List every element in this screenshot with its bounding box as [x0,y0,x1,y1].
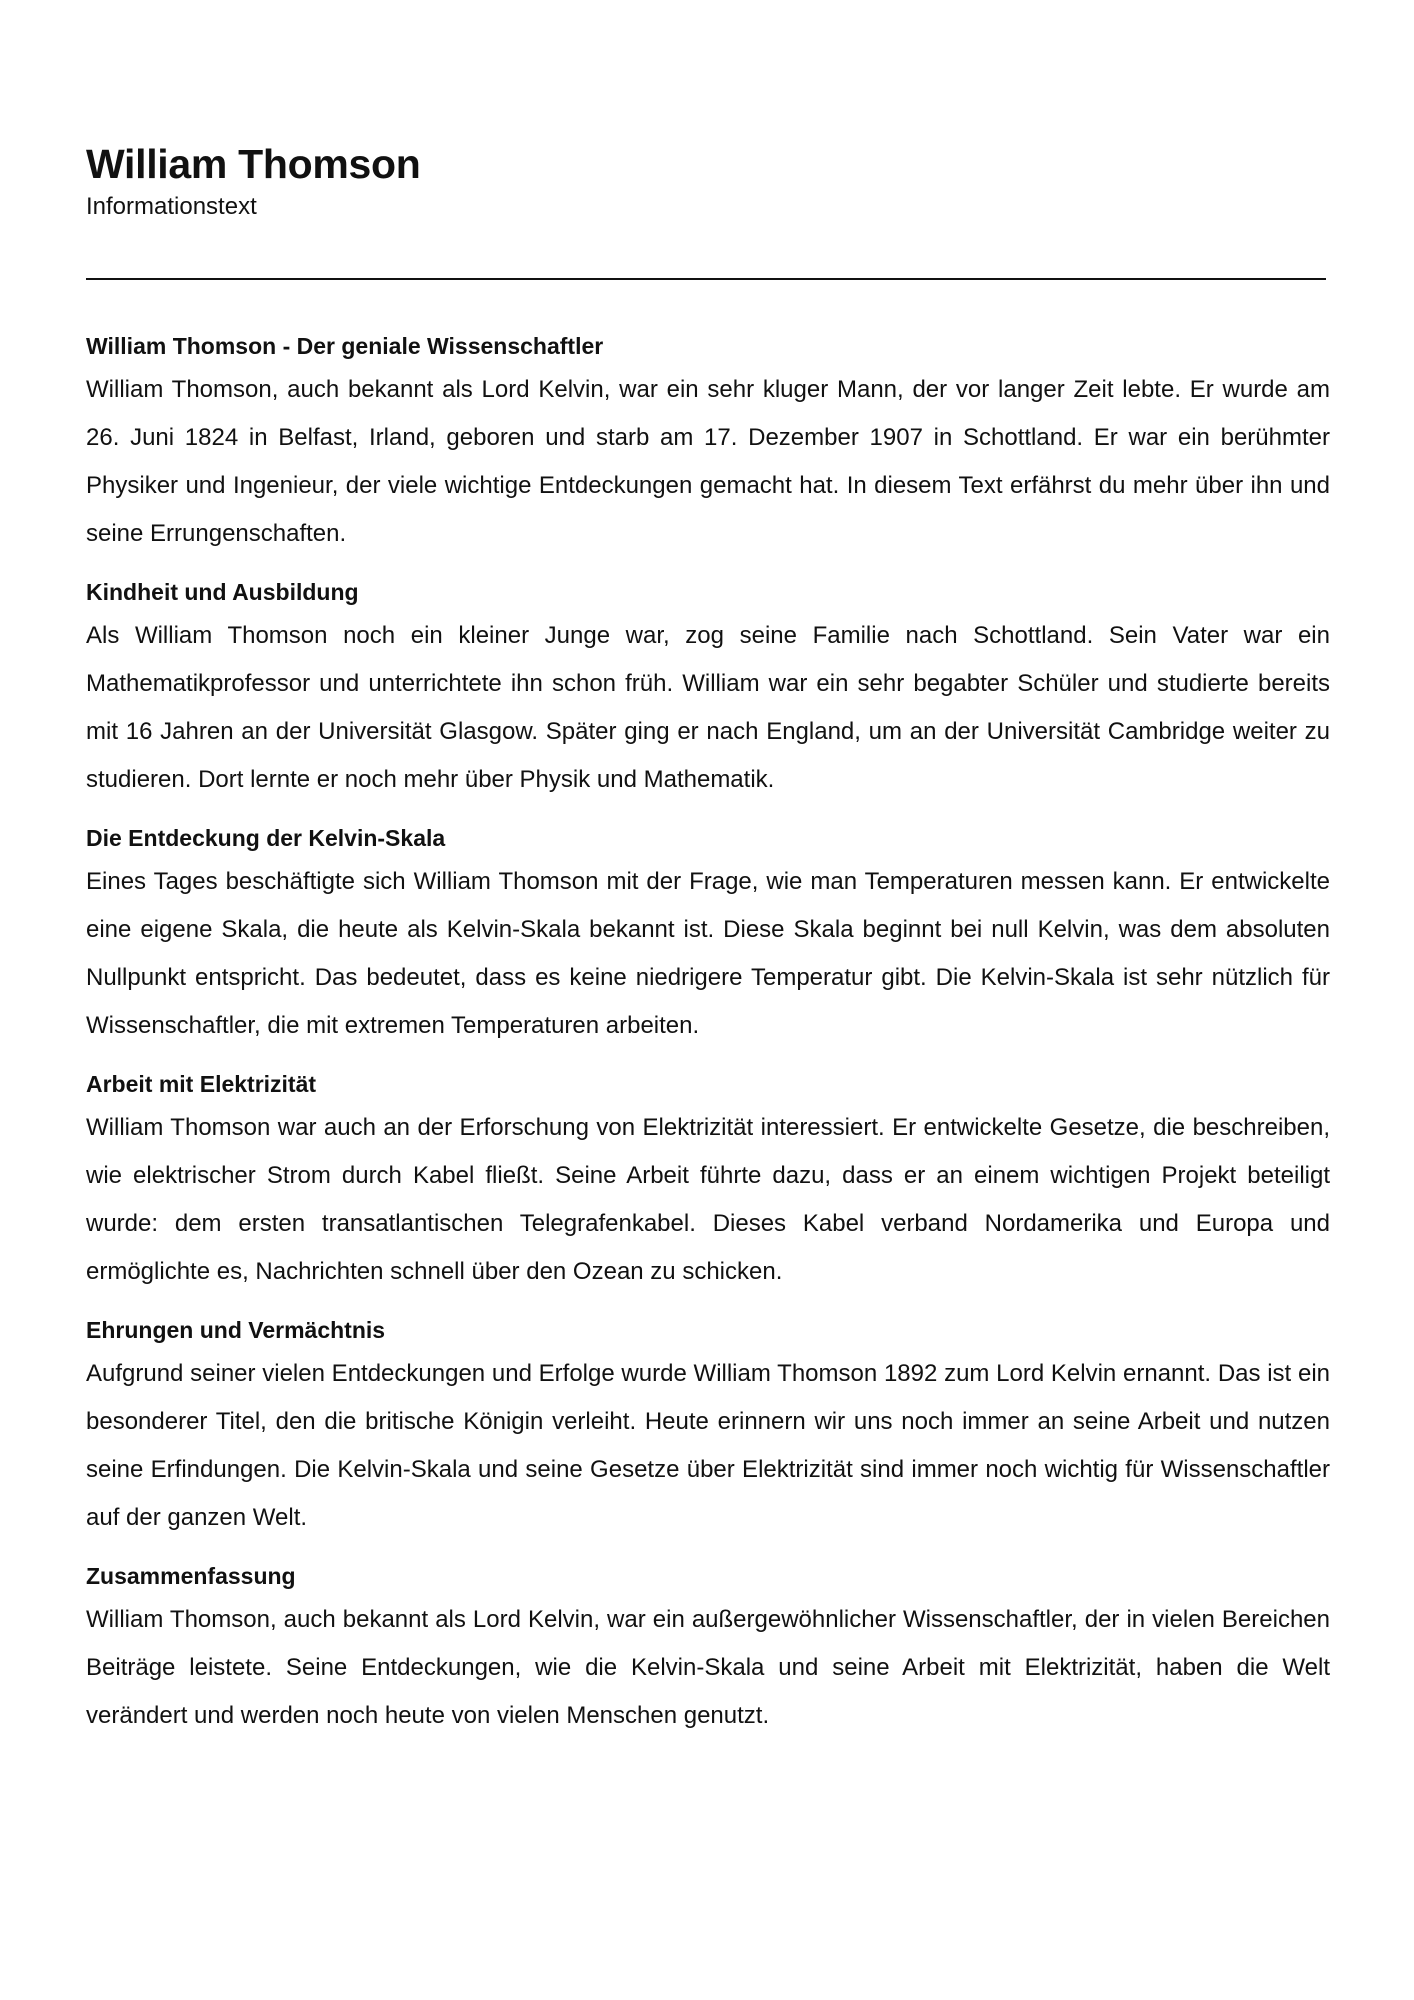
document-title: William Thomson [86,141,421,187]
section-heading: Arbeit mit Elektrizität [86,1071,317,1097]
section-honors [86,1308,1330,1542]
section-body: Als William Thomson noch ein kleiner Junge war, zog seine Familie nach Schottland. Sein Vater war ein Mathematikprofessor und unterrichtete ihn schon früh. William war ein sehr begabter Schüler und studierte bereits mit 16 Jahren an der Universität Glasgow. Später ging er nach England, um an der Universität Cambridge weiter zu studieren. Dort lernte er noch mehr über Physik und Mathematik. [86,622,1330,793]
section-heading: Kindheit und Ausbildung [86,579,359,605]
section-heading: Zusammenfassung [86,1563,296,1589]
section-body: William Thomson, auch bekannt als Lord Kelvin, war ein sehr kluger Mann, der vor langer Zeit lebte. Er wurde am 26. Juni 1824 in Belfast, Irland, geboren und starb am 17. Dezember 1907 in Schottland. Er war ein berühmter Physiker und Ingenieur, der viele wichtige Entdeckungen gemacht hat. In diesem Text erfährst du mehr über ihn und seine Errungenschaften. [86,376,1330,547]
document-subtitle: Informationstext [86,193,257,220]
section-intro [86,324,1330,558]
section-electricity [86,1062,1330,1296]
section-body: Aufgrund seiner vielen Entdeckungen und Erfolge wurde William Thomson 1892 zum Lord Kelvin ernannt. Das ist ein besonderer Titel, den die britische Königin verleiht. Heute erinnern wir uns noch immer an seine Arbeit und nutzen seine Erfindungen. Die Kelvin-Skala und seine Gesetze über Elektrizität sind immer noch wichtig für Wissenschaftler auf der ganzen Welt. [86,1360,1330,1531]
section-heading: William Thomson - Der geniale Wissenschaftler [86,333,604,359]
section-childhood [86,570,1330,804]
document-content [86,324,1330,1740]
section-heading: Ehrungen und Vermächtnis [86,1317,386,1343]
title-divider [86,278,1326,280]
section-summary [86,1554,1330,1740]
section-body: Eines Tages beschäftigte sich William Thomson mit der Frage, wie man Temperaturen messen kann. Er entwickelte eine eigene Skala, die heute als Kelvin-Skala bekannt ist. Diese Skala beginnt bei null Kelvin, was dem absoluten Nullpunkt entspricht. Das bedeutet, dass es keine niedrigere Temperatur gibt. Die Kelvin-Skala ist sehr nützlich für Wissenschaftler, die mit extremen Temperaturen arbeiten. [86,868,1330,1039]
section-kelvin-scale [86,816,1330,1050]
section-body: William Thomson war auch an der Erforschung von Elektrizität interessiert. Er entwickelte Gesetze, die beschreiben, wie elektrischer Strom durch Kabel fließt. Seine Arbeit führte dazu, dass er an einem wichtigen Projekt beteiligt wurde: dem ersten transatlantischen Telegrafenkabel. Dieses Kabel verband Nordamerika und Europa und ermöglichte es, Nachrichten schnell über den Ozean zu schicken. [86,1114,1330,1285]
document-page [86,136,1330,1752]
section-body: William Thomson, auch bekannt als Lord Kelvin, war ein außergewöhnlicher Wissenschaftler, der in vielen Bereichen Beiträge leistete. Seine Entdeckungen, wie die Kelvin-Skala und seine Arbeit mit Elektrizität, haben die Welt verändert und werden noch heute von vielen Menschen genutzt. [86,1606,1330,1729]
section-heading: Die Entdeckung der Kelvin-Skala [86,825,446,851]
